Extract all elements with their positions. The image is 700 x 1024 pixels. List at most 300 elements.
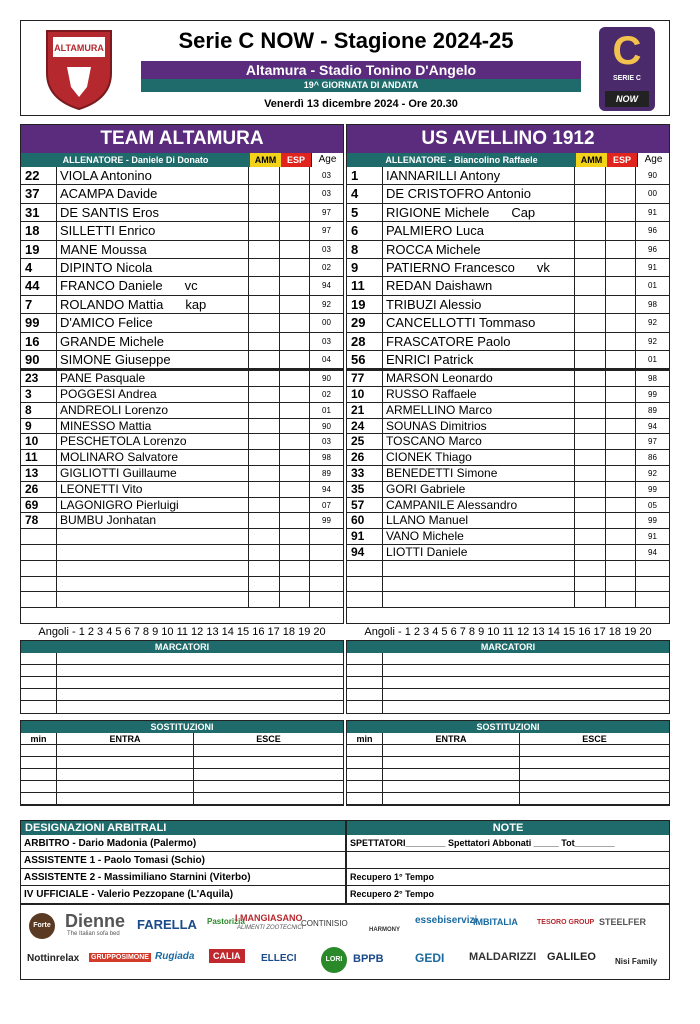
esp-cell: [606, 403, 636, 418]
sub-out: [194, 769, 343, 780]
player-number: 25: [347, 434, 383, 449]
player-age: 86: [648, 453, 657, 463]
player-row: [347, 241, 669, 259]
player-name: [383, 577, 575, 592]
scorers-header: MARCATORI: [347, 641, 669, 653]
player-row: [347, 222, 669, 240]
player-name-text: MINESSO Mattia: [60, 418, 152, 433]
esp-cell: [280, 403, 310, 418]
scorers-header: MARCATORI: [21, 641, 343, 653]
player-age: 03: [322, 244, 331, 254]
player-row: [347, 185, 669, 203]
player-row: [21, 259, 343, 277]
player-name: [57, 545, 249, 560]
esp-cell: [280, 466, 310, 481]
sub-out: [194, 745, 343, 756]
player-name: [57, 314, 249, 331]
player-row: [347, 419, 669, 435]
player-row: [347, 403, 669, 419]
player-name-text: SIMONE Giuseppe: [60, 351, 171, 367]
amm-cell: [249, 351, 280, 368]
substitution-row: [347, 757, 669, 769]
substitution-row: [347, 745, 669, 757]
player-row: [347, 314, 669, 332]
esp-cell: [280, 314, 310, 331]
player-age: 02: [322, 390, 331, 400]
player-number: [347, 592, 383, 607]
player-age: 89: [322, 469, 331, 479]
amm-cell: [575, 277, 606, 294]
esp-cell: [606, 204, 636, 221]
player-name: [383, 592, 575, 607]
amm-header: AMM: [576, 153, 607, 167]
player-row: [21, 545, 343, 561]
player-name-text: MANE Moussa: [60, 241, 147, 257]
away-subs: [347, 371, 669, 608]
player-age: 97: [322, 207, 331, 217]
player-name-text: GORI Gabriele: [386, 481, 466, 496]
sub-minute: [347, 793, 383, 804]
scorer-row: [21, 701, 343, 713]
player-age: 92: [648, 318, 657, 328]
player-age: [636, 592, 669, 607]
captain-tag: kap: [185, 296, 207, 312]
home-team-name: TEAM ALTAMURA: [21, 125, 343, 153]
sub-out: [520, 793, 669, 804]
player-name-text: ROCCA Michele: [386, 241, 481, 257]
away-team-name: US AVELLINO 1912: [347, 125, 669, 153]
sub-in: [57, 769, 194, 780]
amm-cell: [249, 277, 280, 294]
amm-cell: [575, 482, 606, 497]
sponsor-mangiasano: I MANGIASANO: [235, 913, 303, 923]
player-row: [347, 466, 669, 482]
player-name: [383, 450, 575, 465]
player-row: [21, 577, 343, 593]
player-number: 99: [21, 314, 57, 331]
sub-in: [383, 769, 520, 780]
esp-cell: [606, 314, 636, 331]
player-name: [383, 351, 575, 368]
sub-out: [194, 793, 343, 804]
amm-cell: [575, 419, 606, 434]
home-coach: ALLENATORE - Daniele Di Donato: [62, 155, 209, 165]
venue-bar: Altamura - Stadio Tonino D'Angelo: [141, 61, 581, 79]
sponsor-imbitalia: IMBITALIA: [473, 917, 518, 927]
amm-cell: [575, 333, 606, 350]
sponsor-nisi-family: Nisi Family: [615, 957, 658, 966]
player-number: 8: [347, 241, 383, 258]
player-number: 35: [347, 482, 383, 497]
player-row: [21, 450, 343, 466]
esp-cell: [280, 545, 310, 560]
player-name: [57, 277, 249, 294]
player-number: 8: [21, 403, 57, 418]
amm-cell: [249, 167, 280, 184]
player-age: [310, 577, 343, 592]
player-name-text: VANO Michele: [386, 529, 464, 544]
player-name: [57, 167, 249, 184]
esp-cell: [280, 204, 310, 221]
amm-cell: [575, 296, 606, 313]
esp-cell: [280, 259, 310, 276]
amm-cell: [575, 450, 606, 465]
player-age: 92: [322, 299, 331, 309]
player-name: [383, 314, 575, 331]
player-row: [21, 419, 343, 435]
home-coach-bar: [21, 153, 343, 167]
player-number: 44: [21, 277, 57, 294]
away-starters: [347, 167, 669, 369]
player-name: [383, 498, 575, 513]
player-row: [347, 204, 669, 222]
away-coach: ALLENATORE - Biancolino Raffaele: [385, 155, 538, 165]
sub-minute: [347, 757, 383, 768]
player-row: [347, 167, 669, 185]
captain-tag: vk: [536, 259, 550, 275]
esp-cell: [606, 529, 636, 544]
player-age: 03: [322, 189, 331, 199]
sub-out: [194, 757, 343, 768]
notes-title: NOTE: [347, 821, 669, 835]
player-row: [21, 529, 343, 545]
player-name: [57, 434, 249, 449]
player-age: 91: [648, 532, 657, 542]
player-number: 19: [347, 296, 383, 313]
amm-header: AMM: [250, 153, 281, 167]
sponsor-nottinrelax: Nottinrelax: [27, 953, 80, 964]
player-row: [347, 259, 669, 277]
amm-cell: [249, 545, 280, 560]
substitutions-header: SOSTITUZIONI: [21, 721, 343, 733]
amm-cell: [575, 545, 606, 560]
player-number: 18: [21, 222, 57, 239]
amm-cell: [575, 185, 606, 202]
sub-minute: [21, 757, 57, 768]
esp-cell: [606, 419, 636, 434]
min-header: min: [21, 733, 57, 744]
esp-cell: [606, 434, 636, 449]
sub-out: [520, 757, 669, 768]
player-name-text: ACAMPA Davide: [60, 186, 158, 202]
player-number: 10: [347, 387, 383, 402]
player-row: [21, 387, 343, 403]
sub-in: [383, 781, 520, 792]
player-name-text: RIGIONE Michele: [386, 204, 490, 220]
amm-cell: [575, 371, 606, 386]
esp-cell: [606, 513, 636, 528]
amm-cell: [249, 371, 280, 386]
sponsor-rugiada: Rugiada: [155, 951, 195, 962]
player-row: [21, 314, 343, 332]
player-name: [383, 513, 575, 528]
player-name: [57, 296, 249, 313]
amm-cell: [249, 513, 280, 528]
esp-cell: [606, 296, 636, 313]
player-name-text: PANE Pasquale: [60, 371, 146, 386]
player-name-text: SILLETTI Enrico: [60, 223, 156, 239]
sub-minute: [347, 781, 383, 792]
sponsor-maldarizzi: MALDARIZZI: [469, 951, 537, 963]
sub-minute: [347, 769, 383, 780]
player-row: [21, 561, 343, 577]
player-age: 90: [648, 171, 657, 180]
home-sub-rows: [21, 745, 343, 805]
player-number: 26: [21, 482, 57, 497]
scorer-row: [21, 653, 343, 665]
scorer-row: [347, 653, 669, 665]
player-row: [21, 296, 343, 314]
esp-cell: [606, 561, 636, 576]
esp-cell: [280, 529, 310, 544]
player-name-text: BENEDETTI Simone: [386, 466, 498, 481]
player-age: 96: [648, 226, 657, 236]
substitutions-header: SOSTITUZIONI: [347, 721, 669, 733]
player-name-text: PESCHETOLA Lorenzo: [60, 434, 187, 449]
sub-out: [520, 781, 669, 792]
player-name: [57, 419, 249, 434]
referees-title: DESIGNAZIONI ARBITRALI: [21, 821, 345, 835]
substitution-row: [347, 781, 669, 793]
player-row: [21, 466, 343, 482]
player-row: [21, 185, 343, 203]
player-row: [21, 434, 343, 450]
away-scorers: [346, 640, 670, 714]
player-name: [383, 529, 575, 544]
player-number: [21, 592, 57, 607]
player-name: [57, 450, 249, 465]
amm-cell: [575, 314, 606, 331]
player-number: 29: [347, 314, 383, 331]
esp-cell: [280, 419, 310, 434]
scorer-row: [347, 701, 669, 713]
amm-cell: [575, 403, 606, 418]
scorer-row: [21, 665, 343, 677]
player-age: [636, 561, 669, 576]
amm-cell: [575, 387, 606, 402]
player-age: [310, 561, 343, 576]
player-name: [57, 204, 249, 221]
svg-text:ALTAMURA: ALTAMURA: [54, 43, 104, 53]
amm-cell: [249, 403, 280, 418]
player-number: [21, 529, 57, 544]
player-age: 94: [648, 421, 657, 431]
player-number: 78: [21, 513, 57, 528]
player-row: [347, 333, 669, 351]
player-age: 00: [648, 189, 657, 199]
esp-cell: [280, 371, 310, 386]
player-name-text: LAGONIGRO Pierluigi: [60, 497, 179, 512]
amm-cell: [575, 513, 606, 528]
esp-cell: [280, 498, 310, 513]
player-number: 90: [21, 351, 57, 368]
amm-cell: [575, 241, 606, 258]
amm-cell: [249, 222, 280, 239]
player-name-text: LLANO Manuel: [386, 513, 469, 528]
player-name-text: ROLANDO Mattia: [60, 296, 164, 312]
player-row: [347, 450, 669, 466]
referees-box: [20, 820, 346, 904]
player-name: [383, 259, 575, 276]
home-corners: Angoli - 1 2 3 4 5 6 7 8 9 10 11 12 13 14 15 16 17 18 19 20: [38, 626, 326, 638]
player-age: 98: [322, 453, 331, 463]
esp-cell: [606, 222, 636, 239]
player-age: 04: [322, 354, 331, 364]
esp-cell: [280, 277, 310, 294]
esp-cell: [280, 387, 310, 402]
esp-cell: [606, 277, 636, 294]
player-row: [347, 434, 669, 450]
player-age: 90: [322, 374, 331, 384]
sub-in: [57, 781, 194, 792]
player-number: [21, 545, 57, 560]
player-age: 01: [648, 354, 657, 364]
player-number: 16: [21, 333, 57, 350]
amm-cell: [249, 204, 280, 221]
sponsor-elleci: ELLECI: [261, 953, 297, 964]
sponsor-bppb: BPPB: [353, 953, 384, 965]
esp-cell: [280, 185, 310, 202]
amm-cell: [249, 482, 280, 497]
substitution-row: [21, 781, 343, 793]
entra-header: ENTRA: [57, 733, 194, 744]
player-number: 28: [347, 333, 383, 350]
amm-cell: [249, 466, 280, 481]
amm-cell: [249, 387, 280, 402]
amm-cell: [575, 167, 606, 184]
player-name: [383, 277, 575, 294]
player-name-text: REDAN Daishawn: [386, 278, 493, 294]
player-name: [57, 482, 249, 497]
player-number: 13: [21, 466, 57, 481]
player-number: 33: [347, 466, 383, 481]
amm-cell: [575, 222, 606, 239]
player-name-text: ARMELLINO Marco: [386, 402, 493, 417]
sub-in: [383, 745, 520, 756]
player-name-text: CANCELLOTTI Tommaso: [386, 315, 536, 331]
player-number: 21: [347, 403, 383, 418]
away-corners: Angoli - 1 2 3 4 5 6 7 8 9 10 11 12 13 14 15 16 17 18 19 20: [364, 626, 652, 638]
player-row: [21, 482, 343, 498]
player-row: [347, 277, 669, 295]
player-name: [57, 529, 249, 544]
player-row: [21, 204, 343, 222]
player-name: [383, 371, 575, 386]
player-number: 94: [347, 545, 383, 560]
player-number: 6: [347, 222, 383, 239]
player-name-text: RUSSO Raffaele: [386, 387, 477, 402]
page-title: Serie C NOW - Stagione 2024-25: [178, 28, 514, 53]
amm-cell: [575, 259, 606, 276]
player-age: 07: [322, 500, 331, 510]
amm-cell: [249, 185, 280, 202]
blank-line: [347, 852, 669, 869]
away-team-panel: [346, 124, 670, 624]
player-number: 91: [347, 529, 383, 544]
sponsors-strip: [20, 904, 670, 980]
player-name: [383, 434, 575, 449]
recovery-first-half: Recupero 1° Tempo: [347, 869, 669, 886]
player-number: 77: [347, 371, 383, 386]
player-name: [383, 403, 575, 418]
player-number: 22: [21, 167, 57, 184]
player-name: [57, 577, 249, 592]
amm-cell: [575, 434, 606, 449]
amm-cell: [249, 592, 280, 607]
esp-cell: [606, 592, 636, 607]
captain-tag: vc: [184, 278, 198, 294]
scorer-row: [347, 689, 669, 701]
player-row: [21, 513, 343, 529]
player-name: [383, 204, 575, 221]
referee: ARBITRO - Dario Madonia (Palermo): [21, 835, 345, 852]
serie-c-letter: C: [612, 29, 642, 73]
player-name-text: MOLINARO Salvatore: [60, 450, 179, 465]
player-name: [383, 241, 575, 258]
player-name-text: DE SANTIS Eros: [60, 204, 159, 220]
player-age: 02: [322, 262, 331, 272]
player-row: [21, 351, 343, 369]
player-row: [21, 333, 343, 351]
age-header: Age: [637, 153, 669, 167]
player-name-text: DE CRISTOFRO Antonio: [386, 186, 531, 202]
amm-cell: [249, 241, 280, 258]
sponsor-galileo: GALILEO: [547, 951, 596, 963]
player-number: 24: [347, 419, 383, 434]
esp-cell: [606, 545, 636, 560]
player-age: [310, 592, 343, 607]
player-age: 94: [648, 548, 657, 558]
player-name: [57, 241, 249, 258]
home-substitutions: [20, 720, 344, 806]
player-row: [347, 561, 669, 577]
player-name: [57, 351, 249, 368]
sponsor-farella: FARELLA: [137, 917, 197, 932]
player-row: [347, 482, 669, 498]
player-age: 01: [648, 281, 657, 291]
substitution-row: [21, 745, 343, 757]
player-age: 94: [322, 281, 331, 291]
sub-minute: [347, 745, 383, 756]
player-age: 99: [648, 484, 657, 494]
sponsor-lori: LORI: [321, 947, 347, 973]
sub-out: [520, 769, 669, 780]
player-row: [347, 387, 669, 403]
esp-cell: [606, 185, 636, 202]
fourth-official: IV UFFICIALE - Valerio Pezzopane (L'Aquila): [24, 889, 234, 900]
amm-cell: [575, 498, 606, 513]
player-age: 91: [648, 262, 657, 272]
sponsor-steelfer: STEELFER: [599, 917, 647, 927]
player-name: [57, 466, 249, 481]
amm-cell: [575, 592, 606, 607]
player-number: 37: [21, 185, 57, 202]
esp-cell: [606, 498, 636, 513]
player-age: 90: [322, 421, 331, 431]
esp-cell: [280, 351, 310, 368]
sponsor-forte: Forte: [29, 913, 55, 939]
substitution-row: [21, 757, 343, 769]
sponsor-gedi: GEDI: [415, 951, 445, 965]
player-age: 94: [322, 484, 331, 494]
sponsor-dienne: Dienne: [65, 911, 126, 931]
sub-in: [57, 757, 194, 768]
player-age: [310, 529, 343, 544]
player-name-text: FRANCO Daniele: [60, 278, 163, 294]
giornata-bar: 19^ GIORNATA DI ANDATA: [141, 79, 581, 92]
player-number: 9: [347, 259, 383, 276]
esp-cell: [606, 351, 636, 368]
